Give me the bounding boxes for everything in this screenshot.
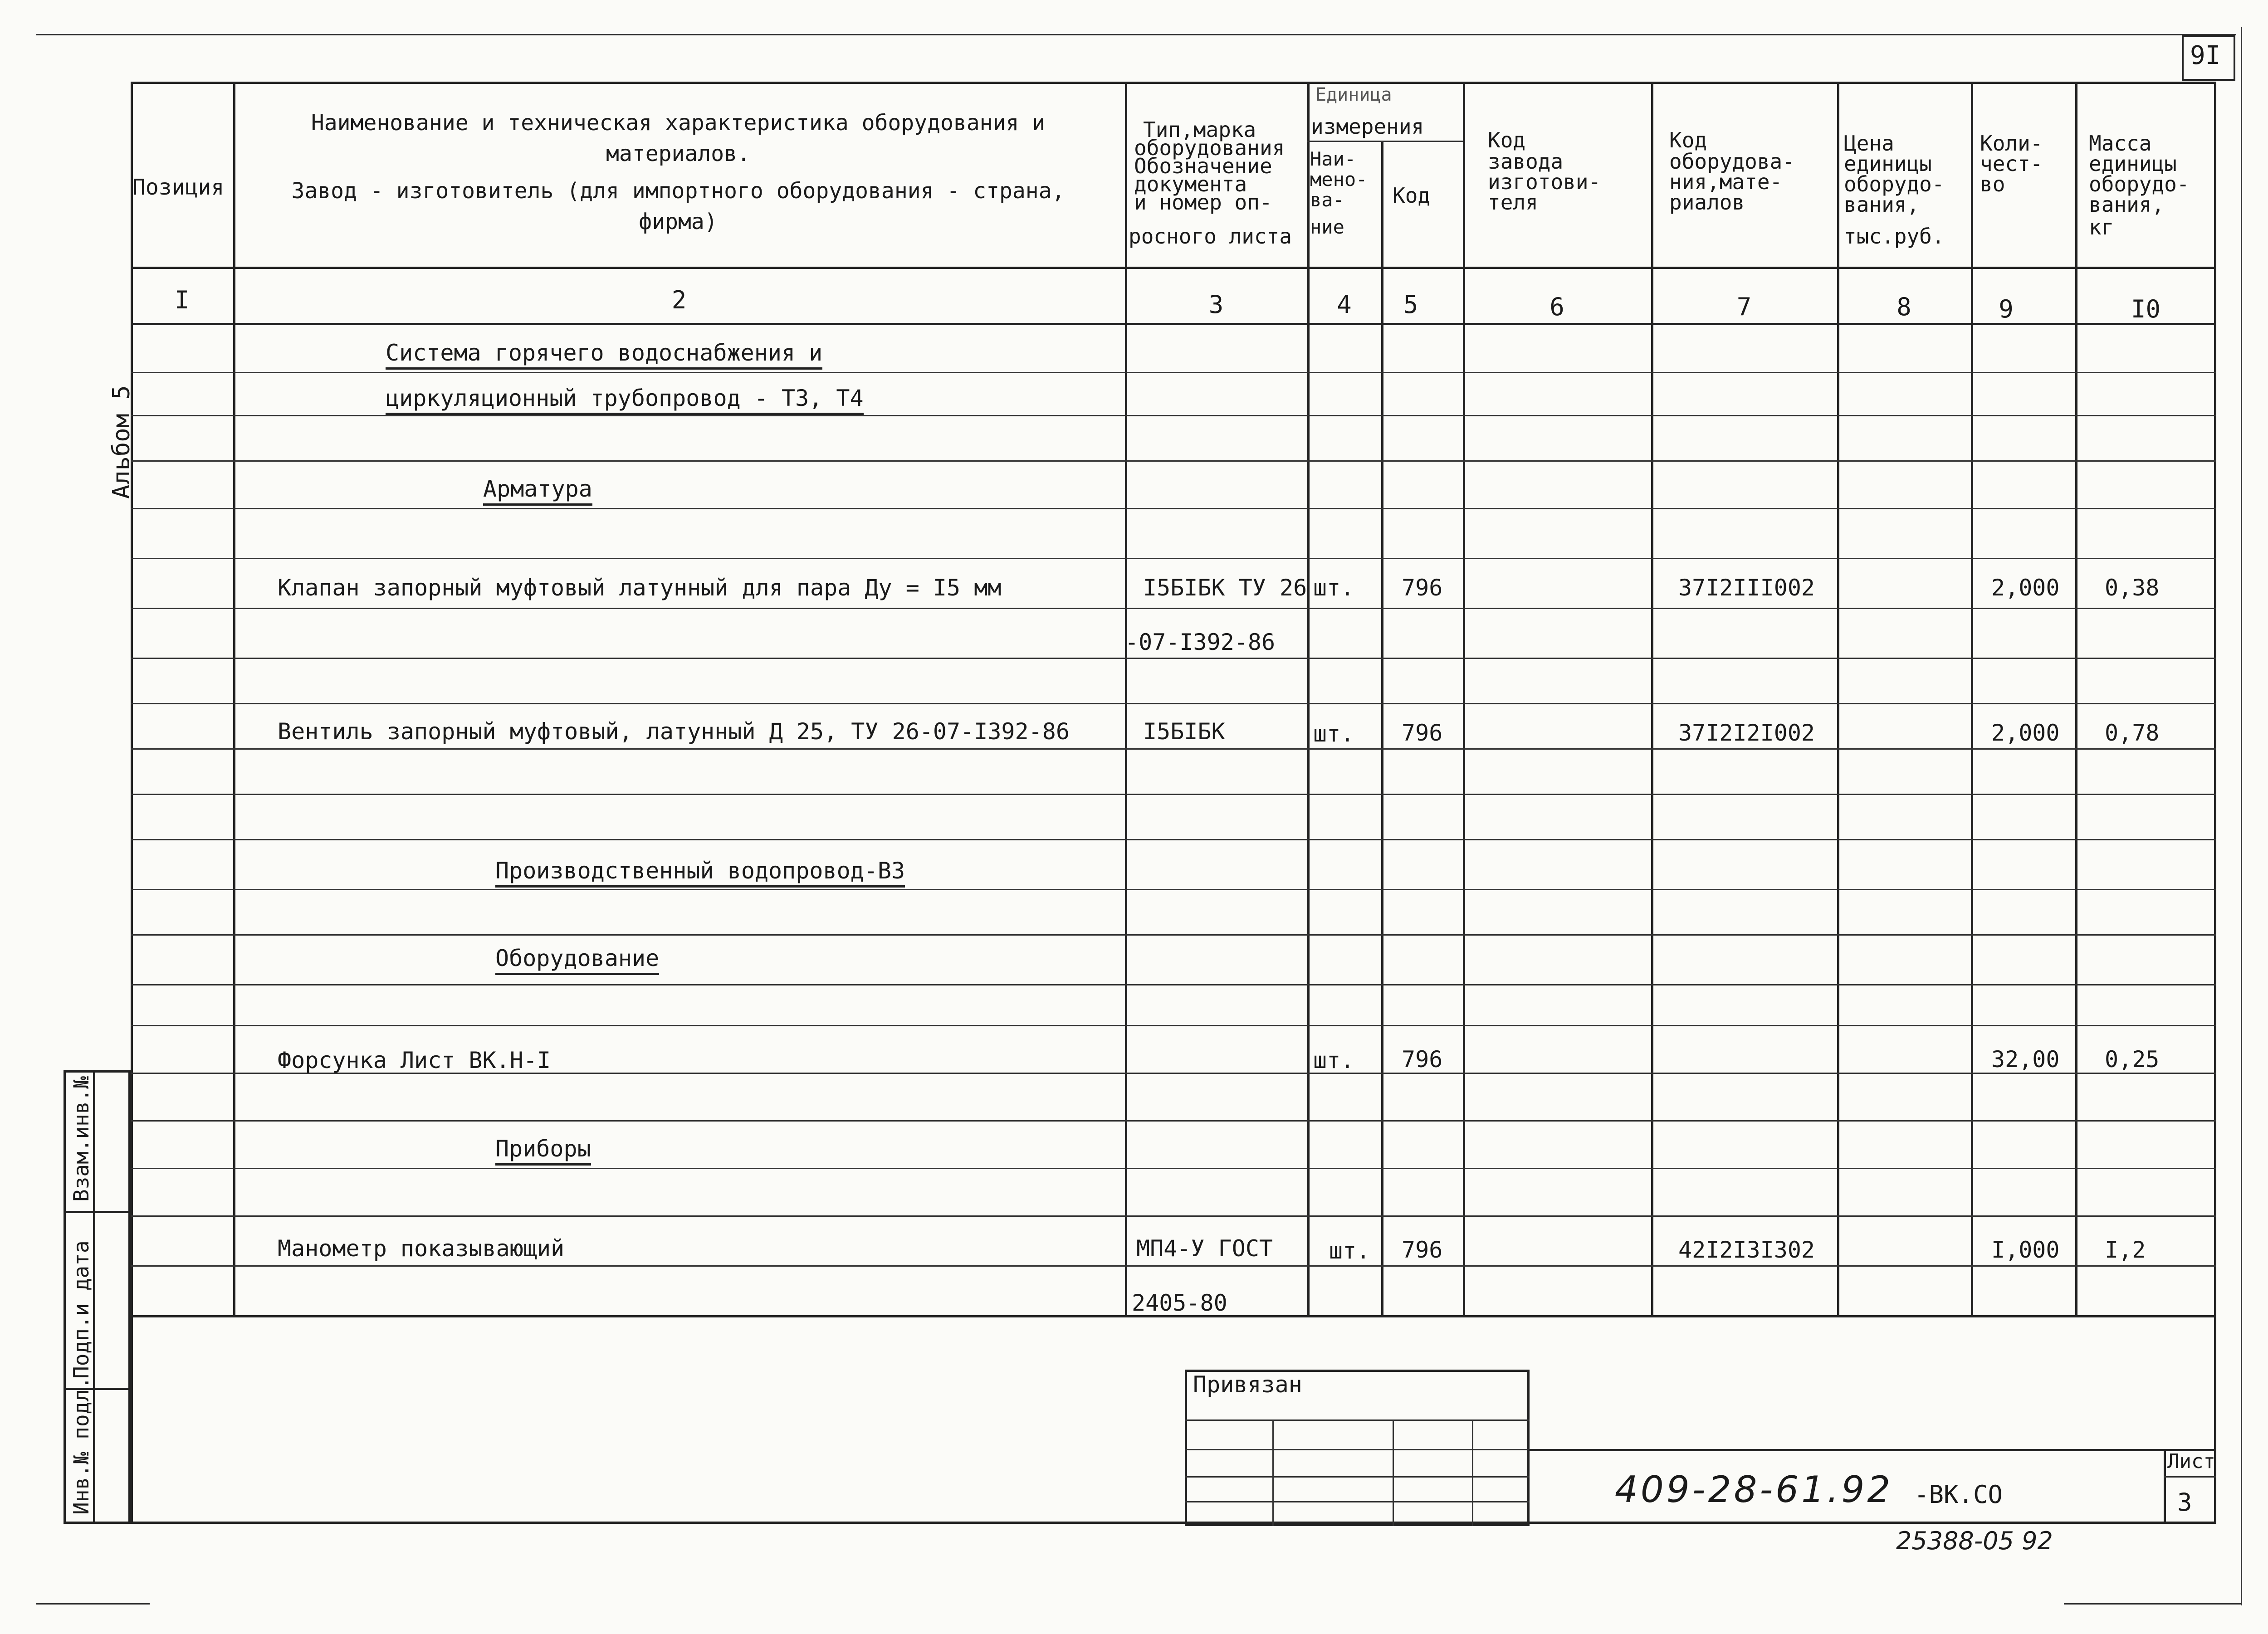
header-unit-group-line2: измерения	[1311, 114, 1424, 139]
section-title: циркуляционный трубопровод - Т3, Т4	[386, 385, 864, 415]
row-line	[131, 558, 2216, 559]
bottom-rule	[2064, 1603, 2241, 1605]
bottom-rule	[36, 1603, 150, 1605]
row-line	[131, 608, 2216, 609]
column-number: 5	[1403, 290, 1418, 319]
attached-col-line	[1393, 1419, 1394, 1526]
col-line-5	[1463, 82, 1465, 1315]
header-name-line2: материалов.	[606, 141, 750, 166]
row-line	[131, 658, 2216, 659]
item-name: Вентиль запорный муфтовый, латунный Д 25, ТУ 26-07-I392-86	[278, 718, 1070, 745]
header-equip-code-line1: Код	[1669, 128, 1707, 152]
subsection-title: Приборы	[495, 1136, 591, 1166]
item-unit-code: 796	[1402, 1237, 1443, 1263]
subsection-title: Арматура	[483, 476, 592, 506]
row-line	[131, 794, 2216, 795]
header-name-line3: Завод - изготовитель (для импортного оборудования - страна,	[291, 178, 1065, 204]
header-unit-name-line1: Наи-	[1310, 148, 1356, 170]
col-line-8	[1971, 82, 1973, 1315]
item-unit: шт.	[1313, 721, 1354, 747]
attached-row-line	[1185, 1449, 1530, 1450]
header-unit-name-line3: ва-	[1310, 189, 1344, 211]
side-sign-date: Подп.и дата	[69, 1240, 93, 1379]
item-type: -07-I392-86	[1125, 629, 1276, 655]
column-number: I	[174, 286, 190, 314]
col-line-9	[2075, 82, 2077, 1315]
row-line	[131, 839, 2216, 840]
item-unit: шт.	[1329, 1238, 1370, 1264]
column-number: 7	[1736, 293, 1752, 321]
header-qty-line1: Коли-	[1980, 131, 2043, 156]
column-number: 8	[1897, 293, 1911, 321]
sheet-box-line	[2164, 1449, 2166, 1524]
column-number: 6	[1549, 293, 1564, 321]
column-number: 9	[1999, 295, 2014, 323]
row-line	[131, 1168, 2216, 1169]
sheet-box-divider	[2164, 1476, 2216, 1478]
header-unit-name-line4: ние	[1310, 216, 1344, 238]
item-equip-code: 37I2I2I002	[1678, 720, 1815, 746]
header-mass-line4: вания,	[2089, 192, 2165, 217]
header-plant-code-line3: изготови-	[1488, 170, 1601, 194]
side-stamp-row	[64, 1211, 131, 1213]
row-line	[131, 934, 2216, 936]
side-replace-inv: Взам.инв.№	[69, 1076, 93, 1202]
row-line	[131, 1120, 2216, 1122]
doc-code-handwritten: 409-28-61.92	[1615, 1468, 1893, 1511]
header-plant-code-line4: теля	[1488, 190, 1538, 215]
item-qty: 32,00	[1991, 1046, 2060, 1073]
item-unit-code: 796	[1402, 1046, 1443, 1073]
col-line-6	[1651, 82, 1653, 1315]
row-line	[131, 460, 2216, 462]
doc-code-suffix: -ВК.СО	[1914, 1480, 2003, 1509]
header-price-line5: тыс.руб.	[1844, 224, 1945, 249]
header-mass-line3: оборудо-	[2089, 172, 2190, 196]
column-number: I0	[2131, 295, 2161, 323]
subsection-title: Оборудование	[495, 946, 659, 975]
header-equip-code-line4: риалов	[1669, 190, 1745, 215]
row-line	[131, 748, 2216, 750]
header-type-line6: росного листа	[1129, 224, 1292, 249]
unit-group-divider	[1307, 141, 1463, 142]
row-line	[131, 372, 2216, 373]
header-price-line4: вания,	[1844, 192, 1920, 217]
right-edge	[2241, 27, 2242, 1605]
header-type-line2: оборудования	[1134, 136, 1285, 160]
item-unit-code: 796	[1402, 575, 1443, 601]
header-mass-line5: кг	[2089, 215, 2114, 239]
item-type: МП4-У ГОСТ	[1136, 1235, 1273, 1262]
row-line	[131, 1265, 2216, 1267]
header-price-line2: единицы	[1844, 151, 1932, 176]
item-unit-code: 796	[1402, 720, 1443, 746]
header-type-line1: Тип,марка	[1143, 117, 1256, 142]
header-position: Позиция	[132, 175, 225, 200]
item-qty: 2,000	[1991, 575, 2060, 601]
item-unit: шт.	[1313, 1047, 1354, 1073]
section-title: Система горячего водоснабжения и	[386, 340, 822, 370]
sheet-label: Лист	[2167, 1450, 2215, 1473]
header-qty-line2: чест-	[1980, 151, 2043, 176]
side-inv-orig: Инв.№ подл.	[69, 1376, 93, 1515]
header-type-line4: документа	[1134, 172, 1247, 196]
attached-row-line	[1185, 1476, 1530, 1478]
header-name-line4: фирма)	[639, 209, 718, 234]
header-plant-code-line1: Код	[1488, 128, 1526, 152]
row-line	[131, 984, 2216, 985]
item-unit: шт.	[1313, 575, 1354, 601]
header-mass-line2: единицы	[2089, 151, 2177, 176]
item-name: Манометр показывающий	[278, 1235, 565, 1262]
header-equip-code-line2: оборудова-	[1669, 149, 1795, 174]
attached-col-line	[1272, 1419, 1274, 1526]
section-title: Производственный водопровод-В3	[495, 858, 905, 888]
col-line-2	[1125, 82, 1127, 1315]
item-type: I5БIБК ТУ 26	[1143, 575, 1307, 601]
row-line	[131, 889, 2216, 890]
attached-label: Привязан	[1193, 1371, 1302, 1398]
header-equip-code-line3: ния,мате-	[1669, 170, 1783, 194]
sheet-number: 3	[2177, 1488, 2192, 1517]
attached-row-line	[1185, 1501, 1530, 1502]
item-mass: 0,38	[2105, 575, 2160, 601]
item-qty: I,000	[1991, 1237, 2060, 1263]
item-type: I5БIБК	[1143, 718, 1225, 745]
album-label: Альбом 5	[108, 385, 135, 499]
item-name: Клапан запорный муфтовый латунный для пара Ду = I5 мм	[278, 575, 1002, 601]
column-number: 2	[671, 286, 687, 314]
header-plant-code-line2: завода	[1488, 149, 1564, 174]
attached-col-line	[1472, 1419, 1473, 1526]
header-bottom-line	[131, 267, 2216, 269]
column-number: 3	[1208, 290, 1224, 319]
header-mass-line1: Масса	[2089, 131, 2152, 156]
header-price-line1: Цена	[1844, 131, 1894, 156]
item-equip-code: 37I2III002	[1678, 575, 1815, 601]
header-price-line3: оборудо-	[1844, 172, 1945, 196]
header-name-line1: Наименование и техническая характеристика оборудования и	[311, 110, 1046, 136]
item-equip-code: 42I2I3I302	[1678, 1237, 1815, 1263]
row-line	[131, 508, 2216, 509]
column-number: 4	[1337, 290, 1352, 319]
row-line	[131, 415, 2216, 416]
col-line-7	[1837, 82, 1839, 1315]
item-mass: 0,25	[2105, 1046, 2160, 1073]
item-mass: 0,78	[2105, 720, 2160, 746]
header-unit-name-line2: мено-	[1310, 168, 1368, 190]
header-unit-group-line1: Единица	[1315, 84, 1392, 105]
item-mass: I,2	[2105, 1237, 2146, 1263]
row-line	[131, 703, 2216, 704]
col-line-3	[1307, 82, 1310, 1315]
header-type-line3: Обозначение	[1134, 154, 1272, 178]
header-qty-line3: во	[1980, 172, 2005, 196]
attached-row-line	[1185, 1419, 1530, 1421]
top-rule	[36, 34, 2236, 35]
item-qty: 2,000	[1991, 720, 2060, 746]
row-line	[131, 1215, 2216, 1217]
page-number: 9I	[2190, 41, 2221, 70]
footer-number: 25388-05 92	[1896, 1527, 2053, 1555]
header-type-line5: и номер оп-	[1134, 190, 1272, 215]
doc-code-block-top	[1530, 1449, 2216, 1451]
item-name: Форсунка Лист ВК.Н-I	[278, 1047, 551, 1073]
colnum-bottom-line	[131, 323, 2216, 325]
col-line-1	[233, 82, 235, 1315]
item-type: 2405-80	[1132, 1290, 1227, 1316]
header-unit-code: Код	[1393, 183, 1431, 208]
row-line	[131, 1025, 2216, 1026]
